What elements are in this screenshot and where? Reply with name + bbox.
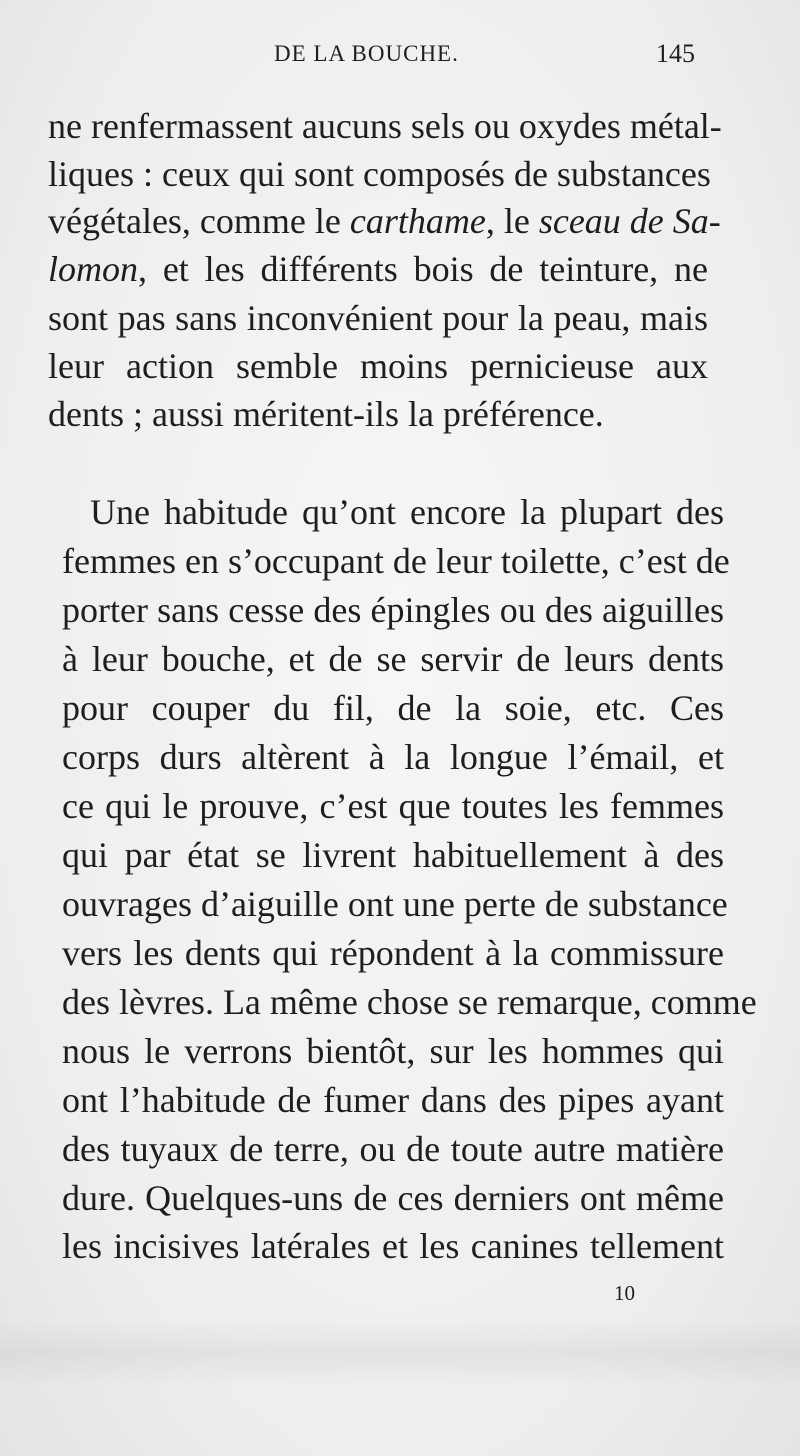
text-line: ont l’habitude de fumer dans des pipes ayant bbox=[62, 1080, 724, 1120]
text-line: Une habitude qu’ont encore la plupart des bbox=[90, 492, 724, 532]
italic-term-carthame: carthame bbox=[349, 201, 486, 241]
text-line: à leur bouche, et de se servir de leurs dents bbox=[62, 639, 724, 679]
text-line: des tuyaux de terre, ou de toute autre matière bbox=[62, 1129, 724, 1169]
text-line: nous le verrons bientôt, sur les hommes qui bbox=[62, 1031, 724, 1071]
page-fold-shadow bbox=[0, 1318, 800, 1388]
text-line: porter sans cesse des épingles ou des aiguilles bbox=[62, 590, 724, 630]
text-line: pour couper du fil, de la soie, etc. Ces bbox=[62, 688, 724, 728]
text-line: femmes en s’occupant de leur toilette, c’est de bbox=[62, 541, 730, 581]
text-line: corps durs altèrent à la longue l’émail, et bbox=[62, 737, 724, 777]
page-number: 145 bbox=[656, 39, 695, 68]
text-line: dure. Quelques-uns de ces derniers ont même bbox=[62, 1178, 724, 1218]
text-line: dents ; aussi méritent-ils la préférence. bbox=[48, 394, 604, 434]
running-title: DE LA BOUCHE. bbox=[274, 41, 459, 66]
text-line: sont pas sans inconvénient pour la peau, mais bbox=[48, 298, 708, 338]
text-line: des lèvres. La même chose se remarque, comme bbox=[62, 982, 757, 1022]
text-line: végétales, comme le carthame, le sceau de Sa- bbox=[48, 201, 721, 241]
text-line: leur action semble moins pernicieuse aux bbox=[48, 346, 708, 386]
text-line: ce qui le prouve, c’est que toutes les femmes bbox=[62, 786, 724, 826]
signature-mark: 10 bbox=[614, 1281, 635, 1305]
italic-term-sceau: sceau de Sa- bbox=[538, 201, 721, 241]
text-line: liques : ceux qui sont composés de substances bbox=[48, 154, 711, 194]
text-line: les incisives latérales et les canines tellement bbox=[62, 1226, 724, 1266]
text-line: ne renfermassent aucuns sels ou oxydes métal- bbox=[48, 106, 722, 146]
italic-term-lomon: lomon bbox=[48, 249, 138, 289]
text-line: vers les dents qui répondent à la commissure bbox=[62, 933, 724, 973]
text-line: ouvrages d’aiguille ont une perte de substance bbox=[62, 884, 728, 924]
text-line: qui par état se livrent habituellement à des bbox=[62, 835, 724, 875]
running-head bbox=[0, 34, 800, 74]
text-line: lomon, et les différents bois de teinture, ne bbox=[48, 249, 708, 289]
